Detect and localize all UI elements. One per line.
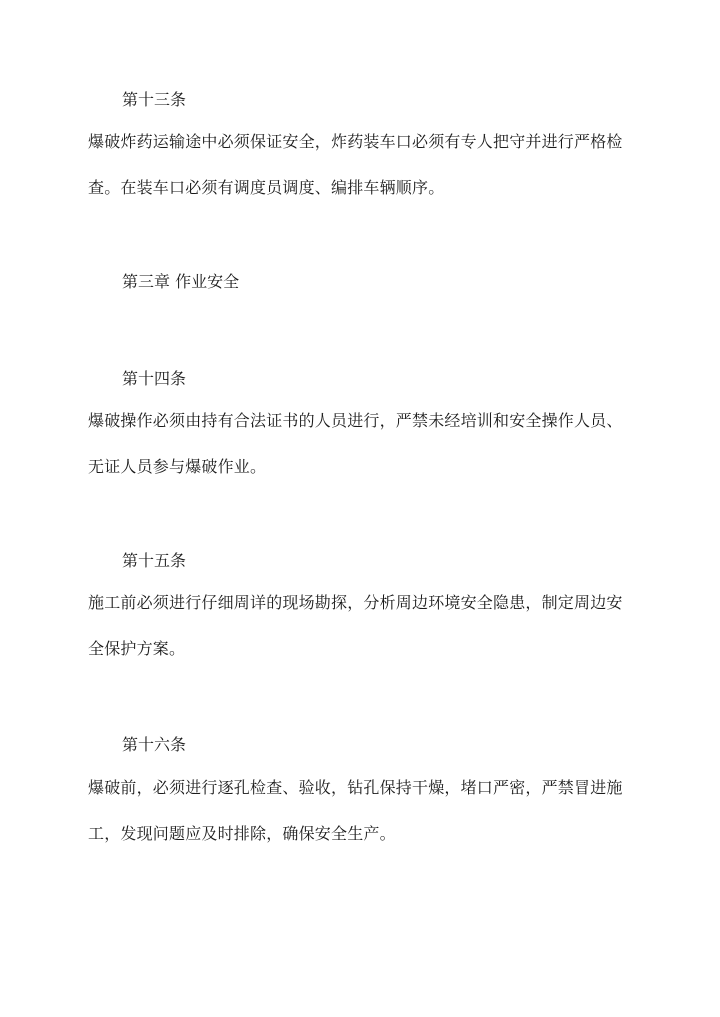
article-14-heading: 第十四条 (122, 369, 187, 388)
article-13-body: 爆破炸药运输途中必须保证安全，炸药装车口必须有专人把守并进行严格检查。在装车口必须有调度员调度、编排车辆顺序。 (88, 132, 623, 197)
article-16-body: 爆破前，必须进行逐孔检查、验收，钻孔保持干燥，堵口严密，严禁冒进施工，发现问题应及时排除，确保安全生产。 (88, 778, 623, 843)
chapter-3-title: 第三章 作业安全 (122, 272, 240, 291)
article-15-heading: 第十五条 (122, 551, 187, 570)
article-14-body: 爆破操作必须由持有合法证书的人员进行，严禁未经培训和安全操作人员、无证人员参与爆破作业。 (88, 411, 623, 476)
article-13-heading: 第十三条 (122, 90, 187, 109)
article-16-heading: 第十六条 (122, 735, 187, 754)
article-15-body: 施工前必须进行仔细周详的现场勘探，分析周边环境安全隐患，制定周边安全保护方案。 (88, 593, 623, 658)
